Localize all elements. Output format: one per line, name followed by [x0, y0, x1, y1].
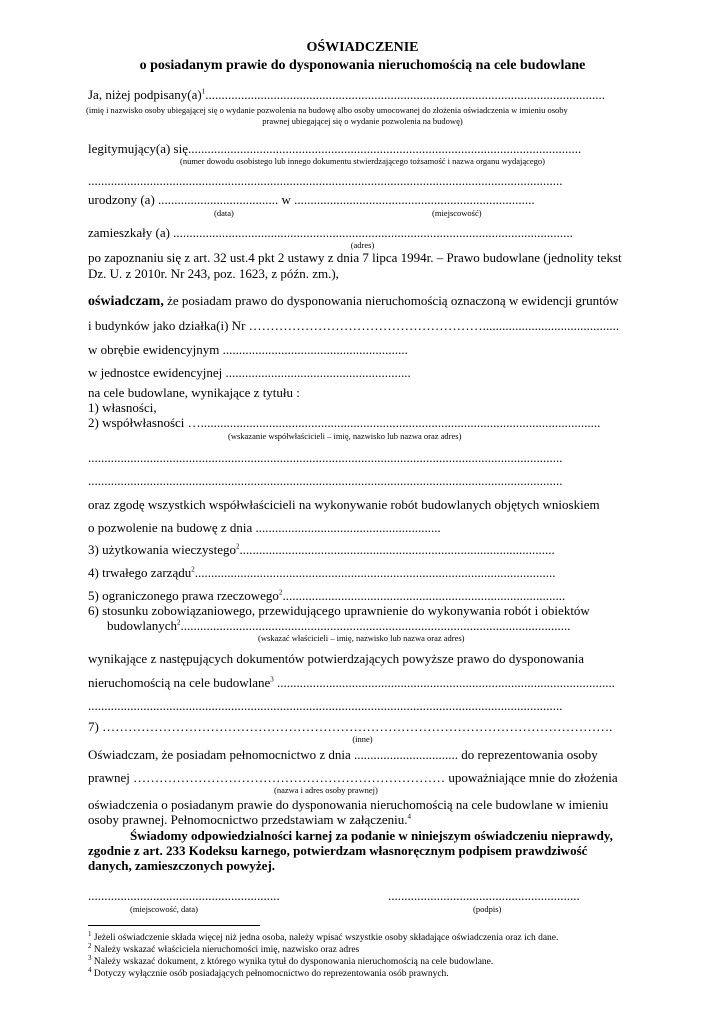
item-permanent-management: 4) trwałego zarządu$^2$............................................................................................................... — [88, 565, 556, 580]
footnote-4: $^4$ Dotyczy wyłącznie osób posiadających pełnomocnictwo do reprezentowania osób prawnych. — [88, 965, 449, 979]
item-other: 7) ………………………………………………………………………………………………………. — [88, 719, 613, 734]
footnote-separator — [88, 925, 260, 926]
owners-note: (wskazać właścicieli – imię, nazwisko lub nazwa oraz adres) — [258, 633, 465, 643]
footnote-2: $^2$ Należy wskazać właściciela nieruchomości imię, nazwisko oraz adres — [88, 941, 360, 955]
item-co-ownership: 2) współwłasności …........................................................................................................................... — [88, 415, 601, 430]
footnote-ref-2: 2 — [278, 588, 283, 597]
proxy-line-4: osoby prawnej. Pełnomocnictwo przedstawiam w załączeniu.$^4$ — [88, 812, 411, 827]
co-owners-note: (wskazanie współwłaścicieli – imię, nazwisko lub nazwa oraz adres) — [228, 431, 462, 441]
item-obligation-relation: 6) stosunku zobowiązaniowego, przewidującego uprawnienie do wykonywania robót i obiektów — [88, 603, 590, 618]
legal-basis-line-2: Dz. U. z 2010r. Nr 243, poz. 1623, z późn. zm.), — [88, 266, 339, 281]
footnote-ref-4: 4 — [407, 812, 411, 821]
name-line — [88, 87, 605, 102]
signature-note: (podpis) — [473, 904, 502, 914]
id-document-line-2: .................................................................................................................................................. — [88, 173, 563, 188]
place-date-note: (miejscowość, data) — [130, 904, 198, 914]
declaration-line — [88, 293, 619, 309]
id-document-note: (numer dowodu osobistego lub innego dokumentu stwierdzającego tożsamość i nazwa organu wydającego) — [179, 156, 545, 166]
documents-line-2: nieruchomością na cele budowlane$^3$ ........................................................................................................ — [88, 675, 616, 690]
co-owners-line-1: .................................................................................................................................................. — [88, 450, 563, 465]
footnote-1: $^1$ Jeżeli oświadczenie składa więcej niż jedna osoba, należy wpisać wszystkie osoby składające oświadczenia oraz ich dane. — [88, 929, 559, 943]
proxy-entity-note: (nazwa i adres osoby prawnej) — [274, 785, 378, 795]
item-perpetual-usufruct: 3) użytkowania wieczystego$^2$................................................................................................. — [88, 542, 555, 557]
declaration-text: że posiadam prawo do dysponowania nieruchomością oznaczoną w ewidencji gruntów — [163, 293, 619, 308]
registry-unit-line: w jednostce ewidencyjnej ......................................................... — [88, 365, 411, 380]
address-note: (adres) — [350, 240, 375, 250]
liability-line-3: danych, zamieszczonych powyżej. — [88, 858, 276, 873]
footnote-ref-2: 2 — [236, 542, 240, 551]
proxy-line-3: oświadczenia o posiadanym prawie do dysponowania nieruchomością na cele budowlane w imieniu — [88, 797, 609, 812]
item-limited-property-right: 5) ograniczonego prawa rzeczowego$^2$....................................................................................... — [88, 588, 566, 603]
footnote-ref-2: 2 — [177, 618, 181, 627]
other-note: (inne) — [352, 734, 373, 744]
liability-line-1: Świadomy odpowiedzialności karnej za podanie w niniejszym oświadczeniu nieprawdy, — [130, 828, 613, 843]
footnote-3: $^3$ Należy wskazać dokument, z którego wynika tytuł do dysponowania nieruchomością na cele budowlane. — [88, 953, 494, 967]
footnote-ref-3: 3 — [270, 675, 274, 684]
birth-line: urodzony (a) ..................................... w .......................................................................... — [88, 192, 535, 207]
proxy-line-2: prawnej ……………………………………………………………… upoważniające mnie do złożenia — [88, 770, 618, 785]
item-ownership: 1) własności, — [88, 400, 157, 415]
documents-line-3: .................................................................................................................................................. — [88, 698, 563, 713]
registry-area-line: w obrębie ewidencyjnym ......................................................... — [88, 342, 408, 357]
birth-date-note: (data) — [214, 208, 234, 218]
name-note-2: prawnej ubiegającej się o wydanie pozwolenia na budowę) — [262, 116, 463, 126]
name-field: ........................................................................................................................... — [205, 87, 605, 102]
footnote-ref-2: 2 — [191, 565, 195, 574]
documents-line-1: wynikające z następujących dokumentów potwierdzających powyższe prawo do dysponowania — [88, 651, 584, 666]
document-title: OŚWIADCZENIE — [306, 40, 419, 55]
title-basis-line: na cele budowlane, wynikające z tytułu : — [88, 385, 300, 400]
consent-line-2: o pozwolenie na budowę z dnia ......................................................... — [88, 520, 441, 535]
liability-line-2: zgodnie z art. 233 Kodeksu karnego, potwierdzam własnoręcznym podpisem prawdziwość — [88, 843, 588, 858]
declaration-keyword: oświadczam, — [88, 294, 164, 309]
place-date-field: ........................................................... — [88, 888, 280, 903]
plot-number-line: i budynków jako działka(i) Nr ……………………………………………….......................................... — [88, 318, 620, 333]
birth-place-note: (miejscowość) — [432, 208, 482, 218]
id-document-line: legitymujący(a) się......................................................................................................................... — [88, 141, 582, 156]
item-obligation-relation-cont: budowlanych$^2$........................................................................................................................ — [107, 618, 571, 633]
address-line: zamieszkały (a) ........................................................................................................................... — [88, 225, 573, 240]
name-note-1: (imię i nazwisko osoby ubiegającej się o wydanie pozwolenia na budowę albo osoby umocowanej do złożenia oświadczenia w imieniu osoby — [86, 105, 568, 115]
proxy-line-1: Oświadczam, że posiadam pełnomocnictwo z dnia ................................ do reprezentowania osoby — [88, 747, 598, 762]
co-owners-line-2: .................................................................................................................................................. — [88, 473, 563, 488]
signature-field: ........................................................... — [388, 888, 580, 903]
legal-basis-line-1: po zapoznaniu się z art. 32 ust.4 pkt 2 ustawy z dnia 7 lipca 1994r. – Prawo budowlane (jednolity tekst — [88, 250, 622, 265]
footnote-ref-1: 1 — [201, 87, 206, 96]
name-label: Ja, niżej podpisany(a) — [88, 87, 202, 102]
document-subtitle: o posiadanym prawie do dysponowania nieruchomością na cele budowlane — [139, 58, 586, 73]
consent-line-1: oraz zgodę wszystkich współwłaścicieli na wykonywanie robót budowlanych objętych wnioskiem — [88, 497, 600, 512]
